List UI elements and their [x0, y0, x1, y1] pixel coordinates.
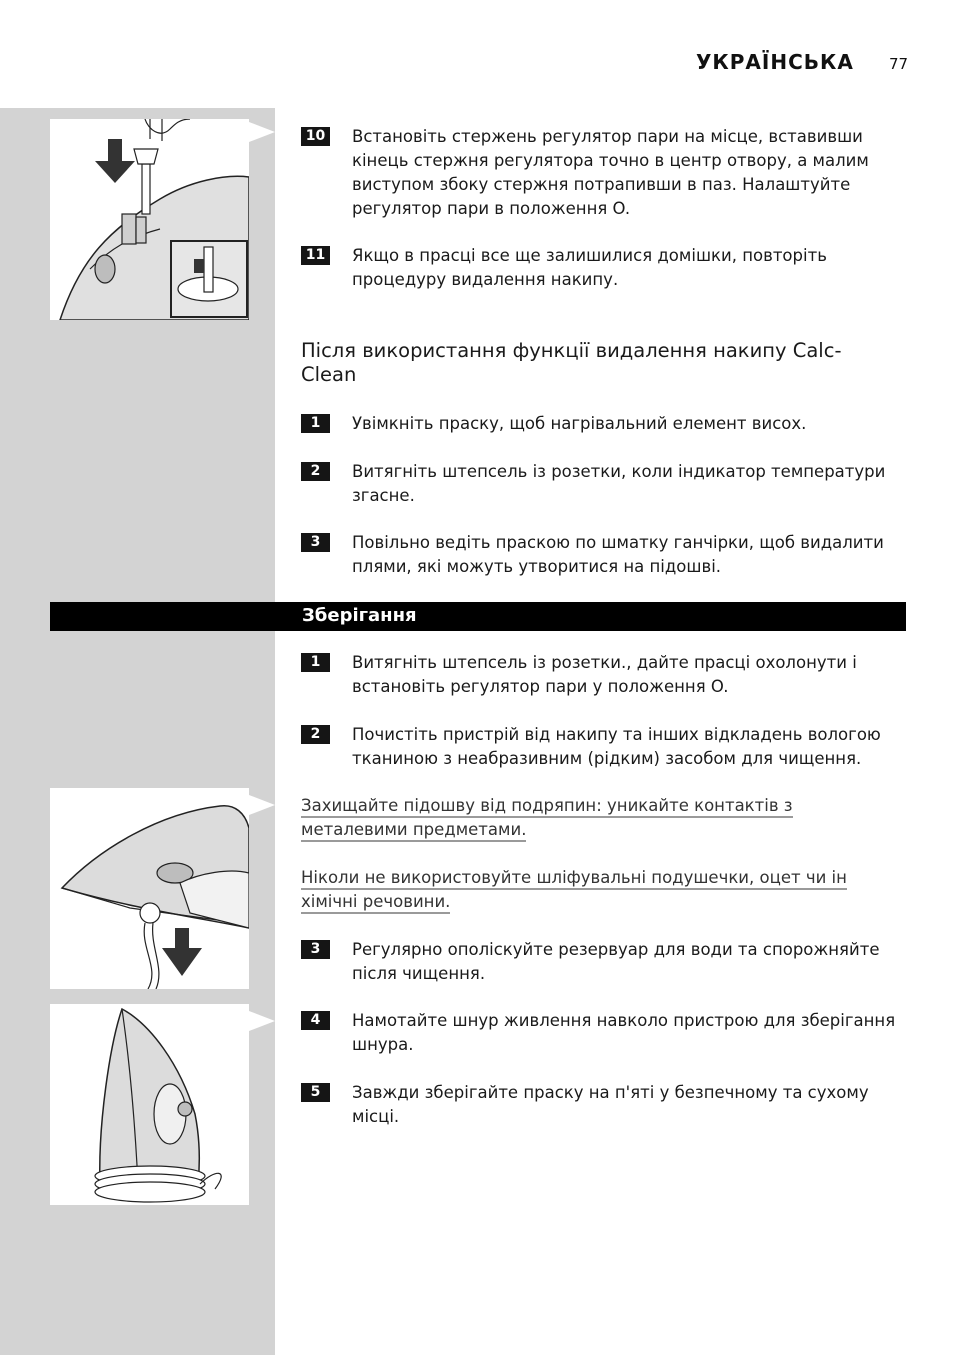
step-text: Повільно ведіть праскою по шматку ганчірки, щоб видалити плями, які можуть утворитися на підошві.	[352, 533, 884, 576]
step-storage-1	[301, 651, 911, 699]
page-number: 77	[889, 55, 909, 73]
step-10	[301, 125, 911, 221]
figure-pointer	[249, 795, 275, 815]
page-language-header: УКРАЇНСЬКА	[696, 50, 854, 74]
step-text: Витягніть штепсель із розетки, коли індикатор температури згасне.	[352, 462, 886, 505]
step-text: Почистіть пристрій від накипу та інших відкладень вологою тканиною з неабразивним (рідким) засобом для чищення.	[352, 725, 881, 768]
figure-steam-rod-insert	[50, 119, 249, 320]
step-after-2	[301, 460, 911, 508]
note-protect-soleplate	[301, 794, 901, 842]
step-text: Витягніть штепсель із розетки., дайте прасці охолонути і встановіть регулятор пари у положення O.	[352, 653, 857, 696]
step-number: 10	[301, 127, 330, 146]
step-number: 5	[301, 1083, 330, 1102]
step-number: 3	[301, 533, 330, 552]
step-number: 2	[301, 725, 330, 744]
step-number: 1	[301, 653, 330, 672]
step-number: 11	[301, 246, 330, 265]
step-number: 4	[301, 1011, 330, 1030]
step-text: Регулярно ополіскуйте резервуар для води та спорожняйте після чищення.	[352, 940, 880, 983]
step-after-1	[301, 412, 911, 436]
step-storage-5	[301, 1081, 911, 1129]
step-text: Встановіть стержень регулятор пари на місце, вставивши кінець стержня регулятора точно в центр отвору, а малим виступом збоку стержня потрапивши в паз. Налаштуйте регулятор пари в положення O.	[352, 127, 869, 218]
step-after-3	[301, 531, 911, 579]
section-bar-storage	[50, 602, 906, 631]
step-storage-3	[301, 938, 911, 986]
figure-pointer	[249, 122, 275, 142]
step-number: 3	[301, 940, 330, 959]
figure-pointer	[249, 1011, 275, 1031]
step-11	[301, 244, 911, 292]
step-number: 1	[301, 414, 330, 433]
step-text: Увімкніть праску, щоб нагрівальний елемент висох.	[352, 414, 807, 433]
figure-unplug-iron	[50, 788, 249, 989]
note-text: Захищайте підошву від подряпин: уникайте контактів з металевими предметами.	[301, 796, 793, 842]
step-storage-2	[301, 723, 911, 771]
section-title: Зберігання	[302, 605, 417, 626]
step-number: 2	[301, 462, 330, 481]
note-text: Ніколи не використовуйте шліфувальні подушечки, оцет чи ін хімічні речовини.	[301, 868, 847, 914]
step-text: Намотайте шнур живлення навколо пристрою для зберігання шнура.	[352, 1011, 896, 1054]
figure-iron-cord-storage	[50, 1004, 249, 1205]
step-storage-4	[301, 1009, 911, 1057]
step-text: Якщо в прасці все ще залишилися домішки, повторіть процедуру видалення накипу.	[352, 246, 827, 289]
note-no-abrasives	[301, 866, 901, 914]
subheading-calc-clean: Після використання функції видалення накипу Calc-Clean	[301, 339, 842, 386]
step-text: Завжди зберігайте праску на п'яті у безпечному та сухому місці.	[352, 1083, 869, 1126]
